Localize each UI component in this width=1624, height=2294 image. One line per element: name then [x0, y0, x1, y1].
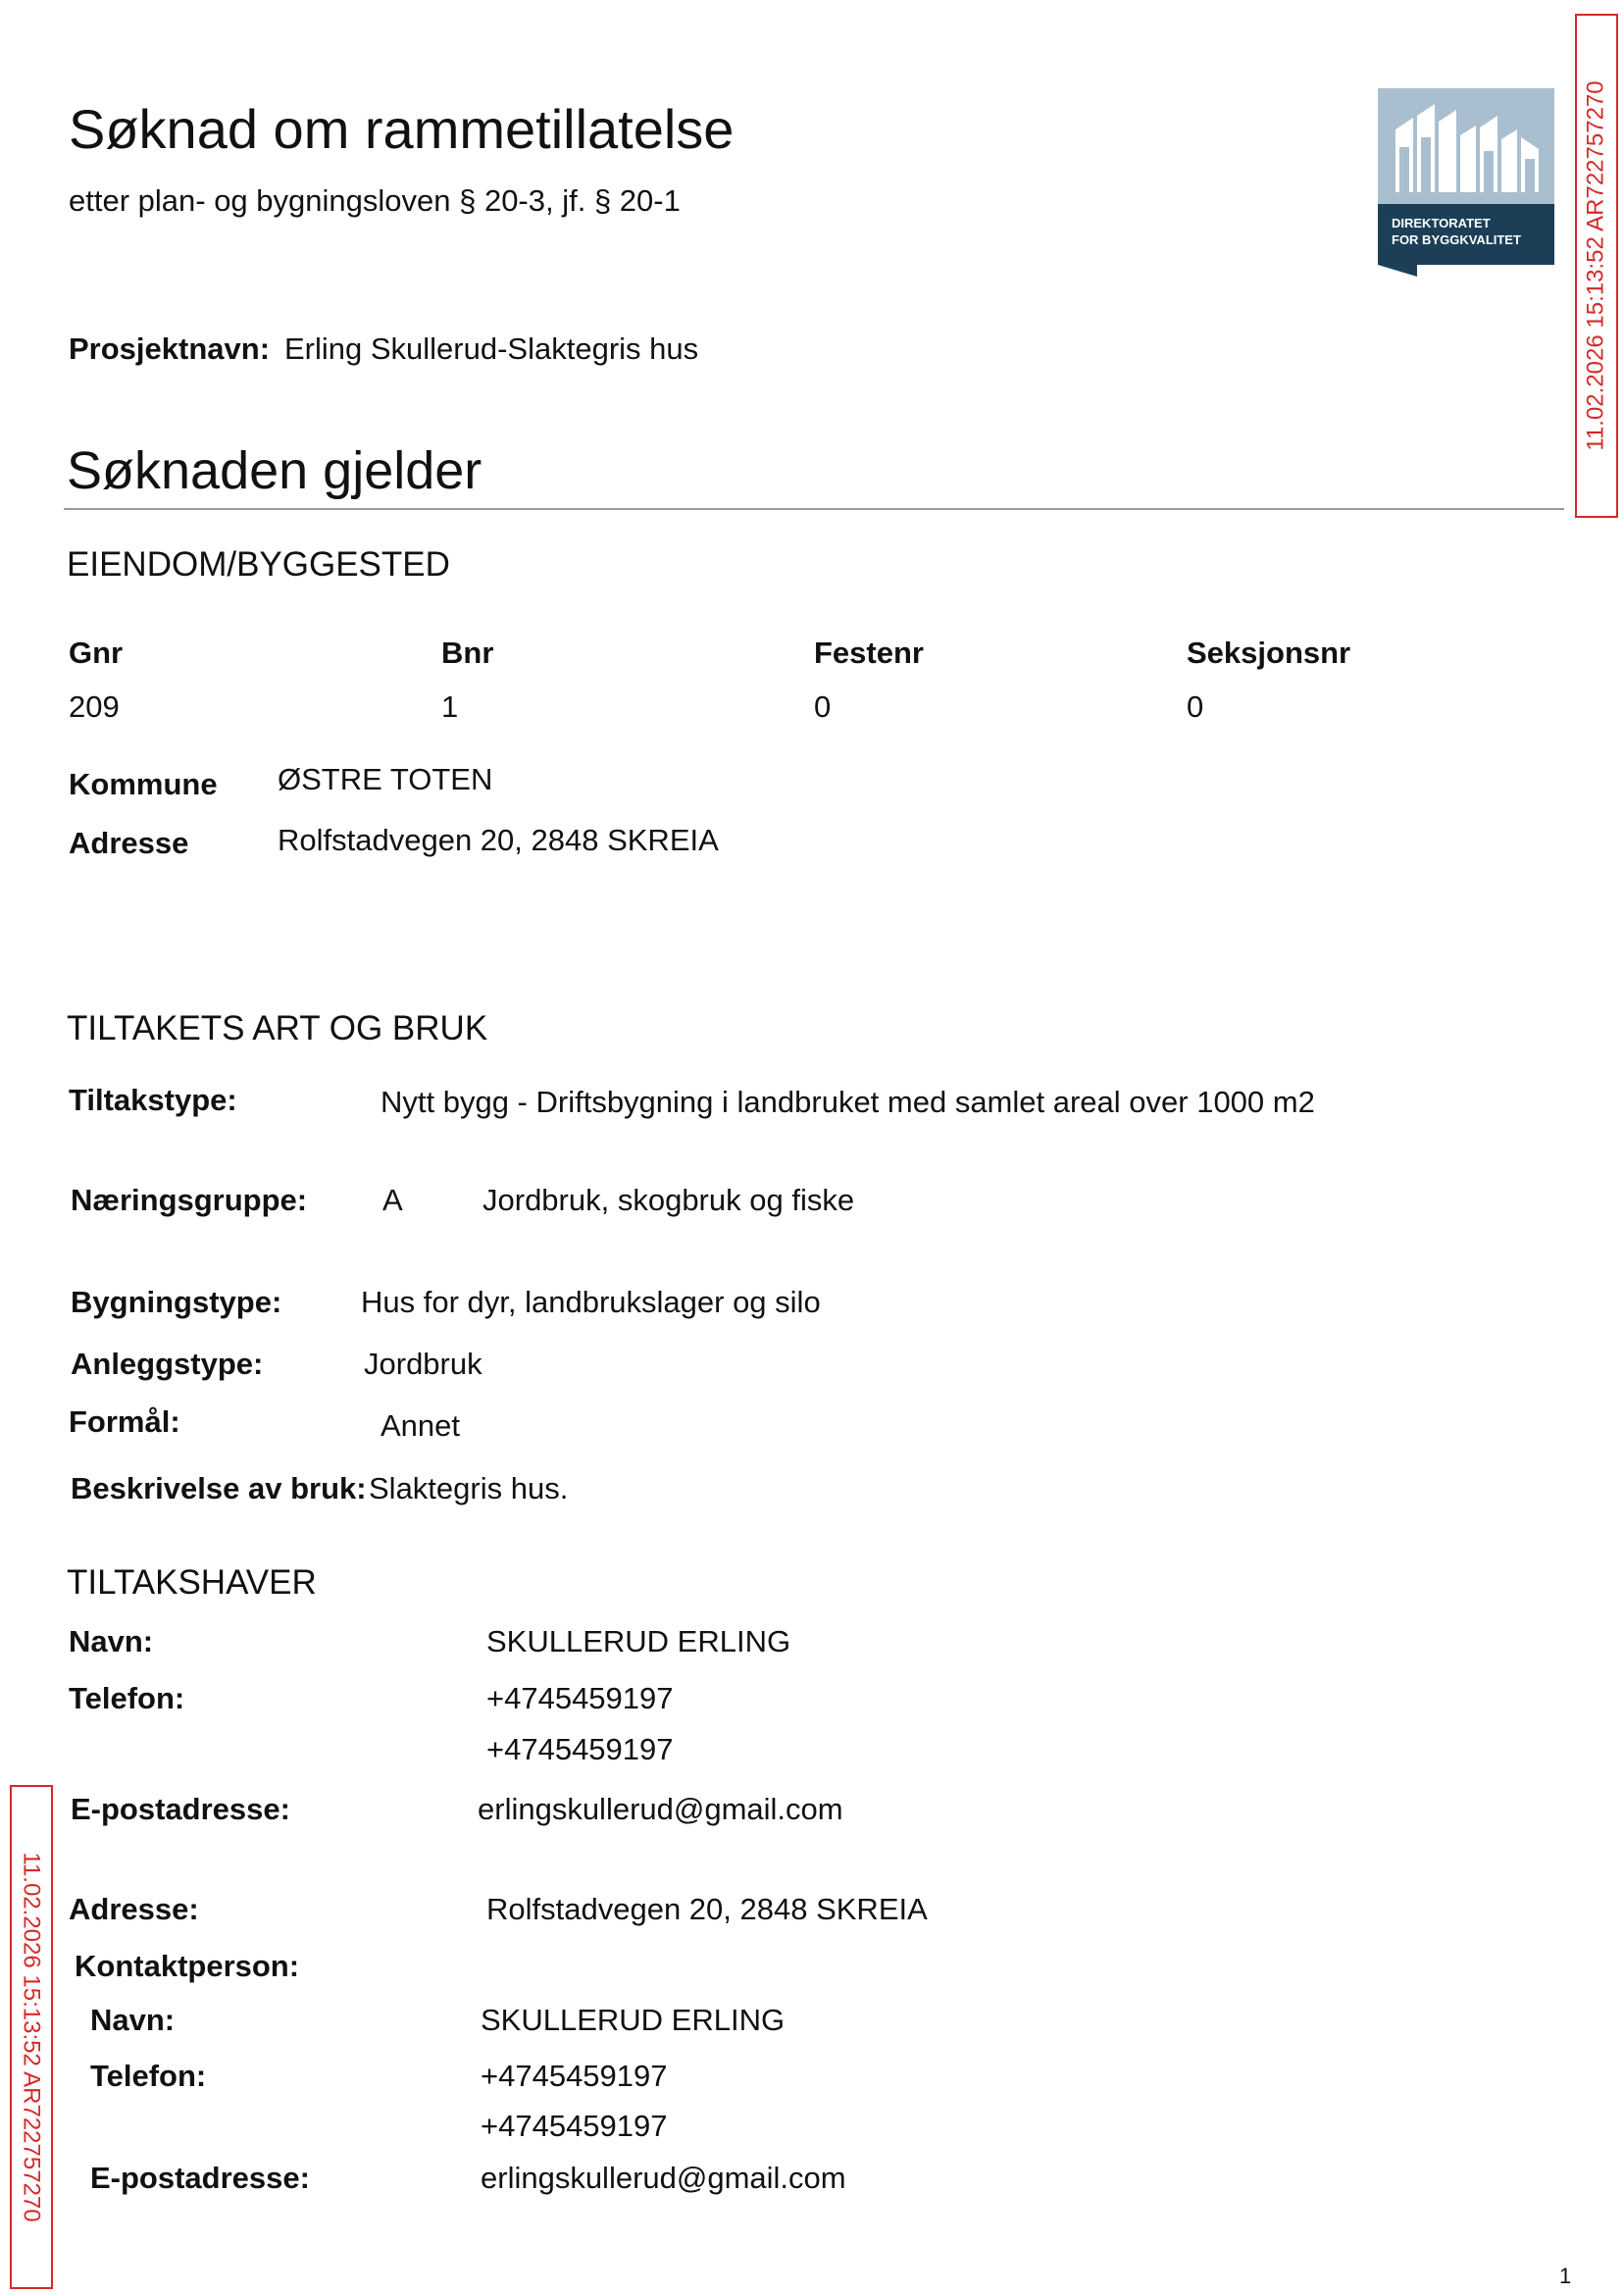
tiltakstype-label: Tiltakstype:	[69, 1083, 237, 1117]
document-subtitle: etter plan- og bygningsloven § 20-3, jf. § 20-1	[69, 183, 681, 218]
bygningstype-value: Hus for dyr, landbrukslager og silo	[361, 1285, 821, 1319]
tiltakshaver-heading: TILTAKSHAVER	[67, 1563, 317, 1602]
gnr-label: Gnr	[69, 636, 124, 670]
bnr-value: 1	[441, 689, 459, 724]
logo-line-2: FOR BYGGKVALITET	[1392, 232, 1521, 247]
tiltakshaver-epost-value: erlingskullerud@gmail.com	[478, 1792, 843, 1826]
dibk-logo	[1378, 88, 1554, 277]
kontakt-navn-value: SKULLERUD ERLING	[481, 2003, 786, 2037]
tiltakstype-value: Nytt bygg - Driftsbygning i landbruket med samlet areal over 1000 m2	[381, 1085, 1315, 1119]
receipt-stamp-left-text: 11.02.2026 15:13:52 AR722757270	[19, 1852, 45, 2222]
anleggstype-value: Jordbruk	[364, 1347, 482, 1381]
naeringsgruppe-label: Næringsgruppe:	[71, 1183, 308, 1217]
eiendom-heading: EIENDOM/BYGGESTED	[67, 545, 450, 584]
festenr-value: 0	[814, 689, 832, 724]
gnr-value: 209	[69, 689, 120, 724]
receipt-stamp-top-text: 11.02.2026 15:13:52 AR722757270	[1583, 80, 1609, 451]
naeringsgruppe-code: A	[382, 1183, 403, 1217]
naeringsgruppe-value: Jordbruk, skogbruk og fiske	[482, 1183, 855, 1217]
kontakt-telefon-label: Telefon:	[90, 2059, 207, 2093]
seksjonsnr-value: 0	[1187, 689, 1204, 724]
tiltakshaver-navn-label: Navn:	[69, 1624, 154, 1658]
project-value: Erling Skullerud-Slaktegris hus	[284, 331, 699, 366]
formaal-label: Formål:	[69, 1404, 180, 1439]
tiltakshaver-telefon-label: Telefon:	[69, 1681, 185, 1715]
kommune-value: ØSTRE TOTEN	[278, 762, 493, 796]
kontakt-epost-label: E-postadresse:	[90, 2161, 310, 2195]
kontaktperson-label: Kontaktperson:	[75, 1949, 300, 1983]
seksjonsnr-label: Seksjonsnr	[1187, 636, 1351, 670]
beskrivelse-value: Slaktegris hus.	[369, 1471, 569, 1505]
bnr-label: Bnr	[441, 636, 494, 670]
kommune-label: Kommune	[69, 767, 218, 801]
festenr-label: Festenr	[814, 636, 924, 670]
section-title: Søknaden gjelder	[67, 441, 482, 500]
tiltak-heading: TILTAKETS ART OG BRUK	[67, 1009, 488, 1047]
formaal-value: Annet	[381, 1408, 461, 1443]
tiltakshaver-epost-label: E-postadresse:	[71, 1792, 290, 1826]
tiltakshaver-telefon-2: +4745459197	[486, 1732, 674, 1766]
document-title: Søknad om rammetillatelse	[69, 98, 735, 160]
tiltakshaver-navn-value: SKULLERUD ERLING	[486, 1624, 791, 1658]
adresse-label: Adresse	[69, 826, 189, 860]
kontakt-telefon-2: +4745459197	[481, 2109, 668, 2143]
project-label: Prosjektnavn:	[69, 331, 271, 366]
receipt-stamp-top	[1575, 14, 1618, 518]
section-divider	[64, 508, 1564, 510]
logo-line-1: DIREKTORATET	[1392, 216, 1491, 230]
kontakt-telefon-1: +4745459197	[481, 2059, 668, 2093]
tiltakshaver-telefon-1: +4745459197	[486, 1681, 674, 1715]
anleggstype-label: Anleggstype:	[71, 1347, 264, 1381]
adresse-value: Rolfstadvegen 20, 2848 SKREIA	[278, 823, 719, 857]
kontakt-navn-label: Navn:	[90, 2003, 176, 2037]
tiltakshaver-adresse-label: Adresse:	[69, 1892, 199, 1926]
kontakt-epost-value: erlingskullerud@gmail.com	[481, 2161, 846, 2195]
beskrivelse-label: Beskrivelse av bruk:	[71, 1471, 367, 1505]
page-number: 1	[1559, 2264, 1572, 2288]
tiltakshaver-adresse-value: Rolfstadvegen 20, 2848 SKREIA	[486, 1892, 928, 1926]
bygningstype-label: Bygningstype:	[71, 1285, 282, 1319]
receipt-stamp-left	[10, 1785, 53, 2289]
